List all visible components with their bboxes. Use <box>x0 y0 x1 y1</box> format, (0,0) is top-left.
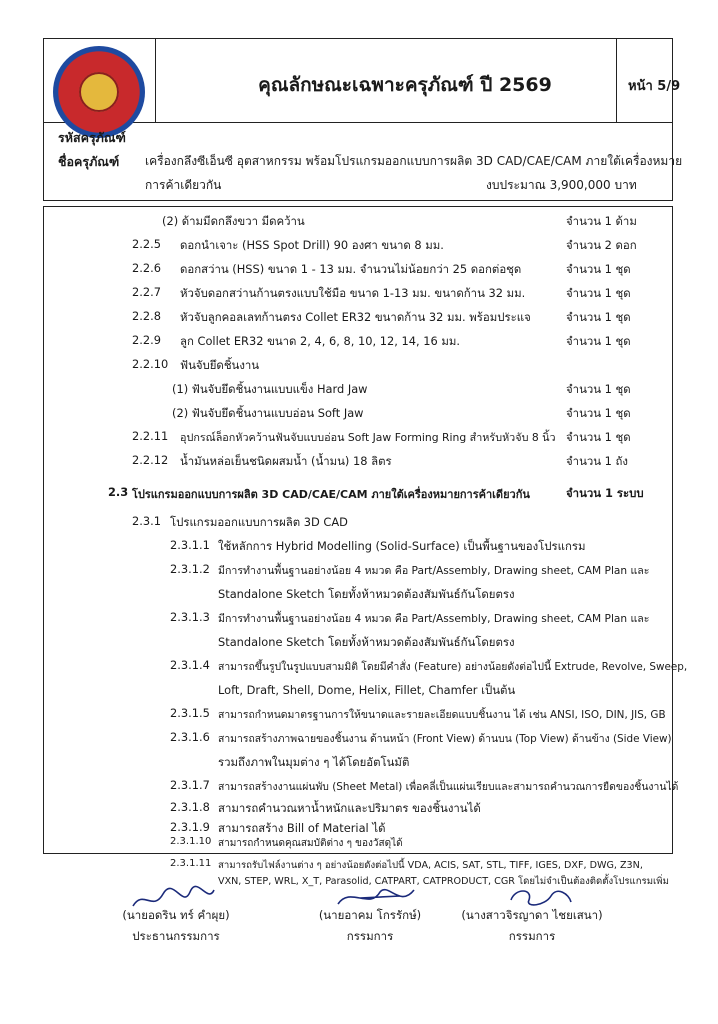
spec-text-cont: VXN, STEP, WRL, X_T, Parasolid, CATPART, CATPRODUCT, CGR โดยไม่จำเป็นต้องติดตั้งโปรแกรมเพิ่ม <box>218 876 669 887</box>
item-row: หัวจับลูกคอลเลทก้านตรง Collet ER32 ขนาดก้าน 32 มม. พร้อมประแจ <box>180 310 531 324</box>
item-number: 2.2.12 <box>132 453 169 467</box>
spec-number: 2.3.1.4 <box>170 658 210 672</box>
item-number: 2.2.7 <box>132 285 161 299</box>
logo-divider <box>155 38 156 122</box>
item-qty: จำนวน 1 ชุด <box>566 286 631 300</box>
spec-text: สามารถขึ้นรูปในรูปแบบสามมิติ โดยมีคำสั่ง (Feature) อย่างน้อยดังต่อไปนี้ Extrude, Revolve, Sweep, <box>218 661 688 673</box>
spec-text: สามารถสร้าง Bill of Material ได้ <box>218 821 386 835</box>
signatory-name: (นางสาวจิรญาดา ไชยเสนา) <box>461 908 603 922</box>
spec-text-cont: Standalone Sketch โดยทั้งห้าหมวดต้องสัมพันธ์กันโดยตรง <box>218 635 515 649</box>
item-row: ฟันจับยึดชิ้นงาน <box>180 358 260 372</box>
spec-number: 2.3.1.9 <box>170 820 210 834</box>
item-number: 2.2.6 <box>132 261 161 275</box>
item-number: 2.2.9 <box>132 333 161 347</box>
subsection-number: 2.3.1 <box>132 514 161 528</box>
spec-number: 2.3.1.3 <box>170 610 210 624</box>
equipment-name-line2: การค้าเดียวกัน <box>145 178 222 192</box>
section-qty: จำนวน 1 ระบบ <box>566 486 644 500</box>
spec-number: 2.3.1.10 <box>170 836 212 847</box>
item-qty: จำนวน 1 ชุด <box>566 406 631 420</box>
item-qty: จำนวน 1 ชุด <box>566 262 631 276</box>
spec-number: 2.3.1.8 <box>170 800 210 814</box>
spec-text: สามารถรับไฟล์งานต่าง ๆ อย่างน้อยดังต่อไปนี้ VDA, ACIS, SAT, STL, TIFF, IGES, DXF, DWG, Z3N, <box>218 860 643 871</box>
spec-number: 2.3.1.5 <box>170 706 210 720</box>
item-qty: จำนวน 1 ถัง <box>566 454 628 468</box>
item-row: น้ำมันหล่อเย็นชนิดผสมน้ำ (น้ำมน) 18 ลิตร <box>180 454 392 468</box>
spec-text: ใช้หลักการ Hybrid Modelling (Solid-Surface) เป็นพื้นฐานของโปรแกรม <box>218 539 586 553</box>
item-qty: จำนวน 1 ด้าม <box>566 214 637 228</box>
item-row: ดอกนำเจาะ (HSS Spot Drill) 90 องศา ขนาด 8 มม. <box>180 238 444 252</box>
signatory-name: (นายอดริน ทร์ คำผุย) <box>122 908 230 922</box>
section-number: 2.3 <box>108 485 129 499</box>
spec-text: สามารถสร้างภาพฉายของชิ้นงาน ด้านหน้า (Front View) ด้านบน (Top View) ด้านข้าง (Side View) <box>218 733 672 745</box>
spec-text-cont: รวมถึงภาพในมุมต่าง ๆ ได้โดยอัตโนมัติ <box>218 755 410 769</box>
item-row: หัวจับดอกสว่านก้านตรงแบบใช้มือ ขนาด 1-13 มม. ขนาดก้าน 32 มม. <box>180 286 526 300</box>
section-title: โปรแกรมออกแบบการผลิต 3D CAD/CAE/CAM ภายใต้เครื่องหมายการค้าเดียวกัน <box>132 488 530 501</box>
spec-text: สามารถสร้างงานแผ่นพับ (Sheet Metal) เพื่อคลี่เป็นแผ่นเรียบและสามารถคำนวณการยืดของชิ้นงานได้ <box>218 781 679 793</box>
spec-text: สามารถกำหนดคุณสมบัติต่าง ๆ ของวัสดุได้ <box>218 838 403 849</box>
spec-text: มีการทำงานพื้นฐานอย่างน้อย 4 หมวด คือ Part/Assembly, Drawing sheet, CAM Plan และ <box>218 613 650 625</box>
item-qty: จำนวน 1 ชุด <box>566 334 631 348</box>
item-qty: จำนวน 1 ชุด <box>566 430 631 444</box>
item-row: ลูก Collet ER32 ขนาด 2, 4, 6, 8, 10, 12, 14, 16 มม. <box>180 334 460 348</box>
spec-number: 2.3.1.11 <box>170 858 212 869</box>
spec-number: 2.3.1.6 <box>170 730 210 744</box>
page-title: คุณลักษณะเฉพาะครุภัณฑ์ ปี 2569 <box>258 74 552 96</box>
header-divider <box>43 122 673 123</box>
item-row: (2) ด้ามมีดกลึงขวา มีดคว้าน <box>162 214 305 228</box>
spec-text-cont: Standalone Sketch โดยทั้งห้าหมวดต้องสัมพันธ์กันโดยตรง <box>218 587 515 601</box>
signatory-role: ประธานกรรมการ <box>132 929 220 943</box>
spec-text: สามารถกำหนดมาตรฐานการให้ขนาดและรายละเอียดแบบชิ้นงาน ได้ เช่น ANSI, ISO, DIN, JIS, GB <box>218 709 666 721</box>
spec-text: สามารถคำนวณหาน้ำหนักและปริมาตร ของชิ้นงานได้ <box>218 801 481 815</box>
item-qty: จำนวน 1 ชุด <box>566 382 631 396</box>
item-row: อุปกรณ์ล็อกหัวคว้านฟันจับแบบอ่อน Soft Jaw Forming Ring สำหรับหัวจับ 8 นิ้ว <box>180 431 556 444</box>
item-number: 2.2.8 <box>132 309 161 323</box>
subsection-title: โปรแกรมออกแบบการผลิต 3D CAD <box>170 515 348 529</box>
code-label: รหัสครุภัณฑ์ <box>58 130 126 145</box>
spec-text-cont: Loft, Draft, Shell, Dome, Helix, Fillet, Chamfer เป็นต้น <box>218 683 516 697</box>
spec-number: 2.3.1.2 <box>170 562 210 576</box>
spec-number: 2.3.1.1 <box>170 538 210 552</box>
ovec-logo <box>53 46 145 138</box>
item-number: 2.2.11 <box>132 429 169 443</box>
item-number: 2.2.5 <box>132 237 161 251</box>
item-row: (2) ฟันจับยึดชิ้นงานแบบอ่อน Soft Jaw <box>172 406 364 420</box>
item-row: ดอกสว่าน (HSS) ขนาด 1 - 13 มม. จำนวนไม่น้อยกว่า 25 ดอกต่อชุด <box>180 262 522 276</box>
signatory-name: (นายอาคม โกรรักษ์) <box>318 908 422 922</box>
item-qty: จำนวน 2 ดอก <box>566 238 637 252</box>
item-number: 2.2.10 <box>132 357 169 371</box>
signatory-role: กรรมการ <box>508 929 556 943</box>
equipment-name-line1: เครื่องกลึงซีเอ็นซี อุตสาหกรรม พร้อมโปรแกรมออกแบบการผลิต 3D CAD/CAE/CAM ภายใต้เครื่องหมาย <box>145 154 683 168</box>
name-label: ชื่อครุภัณฑ์ <box>58 154 120 169</box>
signatory-role: กรรมการ <box>346 929 394 943</box>
item-qty: จำนวน 1 ชุด <box>566 310 631 324</box>
spec-number: 2.3.1.7 <box>170 778 210 792</box>
spec-text: มีการทำงานพื้นฐานอย่างน้อย 4 หมวด คือ Part/Assembly, Drawing sheet, CAM Plan และ <box>218 565 650 577</box>
page-number: หน้า 5/9 <box>628 79 681 94</box>
budget: งบประมาณ 3,900,000 บาท <box>486 178 637 192</box>
item-row: (1) ฟันจับยึดชิ้นงานแบบแข็ง Hard Jaw <box>172 382 368 396</box>
